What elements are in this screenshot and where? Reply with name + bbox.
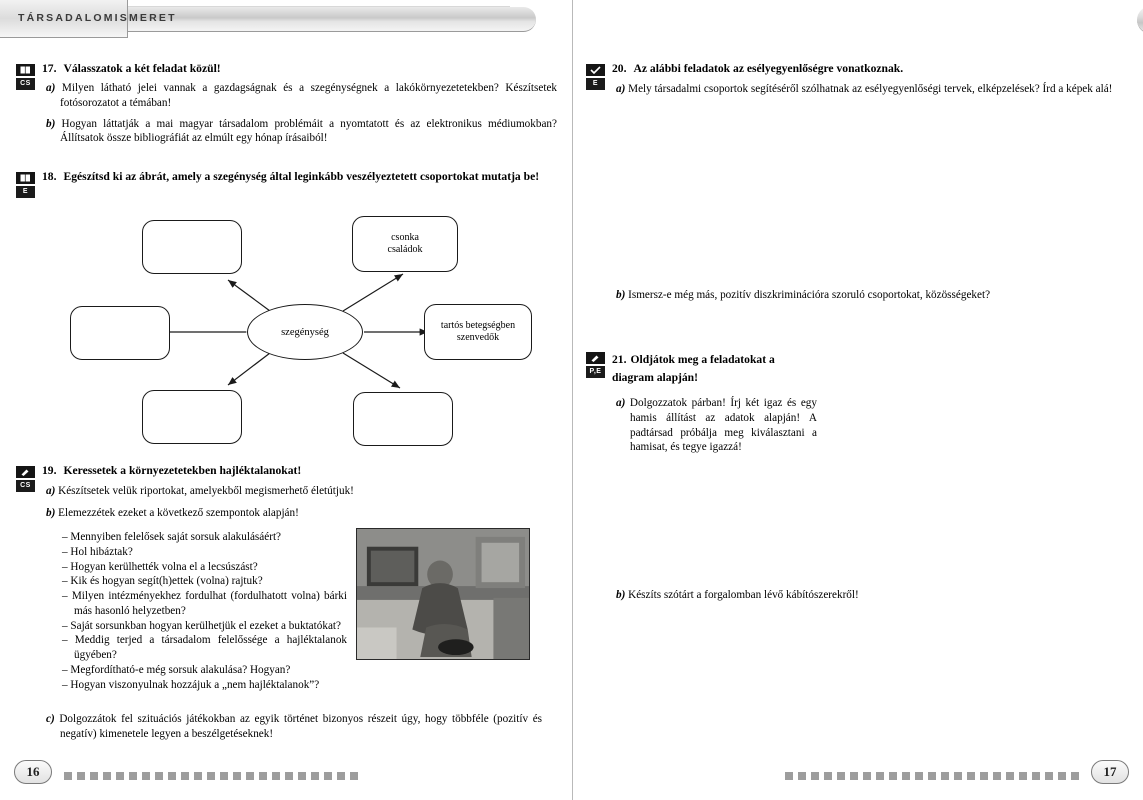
bullet-text: Saját sorsunkban hogyan kerülhetjük el ezeket a buktatókat? [70, 619, 341, 632]
homeless-man-photo [356, 528, 530, 660]
task-19-item-b-text: Elemezzétek ezeket a következő szempontok alapján! [58, 506, 299, 519]
list-item: – Hogyan viszonyulnak hozzájuk a „nem hajléktalanok”? [62, 678, 320, 691]
task-20-badge [586, 64, 606, 91]
diagram-node-tartos-betegseg-label: tartós betegségben szenvedők [440, 319, 516, 343]
task-19-item-a-text: Készítsetek velük riportokat, amelyekből megismerhető életútjuk! [58, 485, 354, 497]
right-page [572, 0, 1143, 800]
task-21-item-b [612, 588, 1130, 603]
task-20-item-b-text: Ismersz-e még más, pozitív diszkriminációra szoruló csoportokat, közösségeket? [628, 289, 991, 301]
diagram-empty-node-bottomright[interactable] [353, 392, 453, 446]
left-page-number: 16 [14, 760, 52, 784]
task-17 [42, 62, 557, 146]
diagram-node-tartos-betegseg [424, 304, 532, 360]
task-21-item-a-text: Dolgozzatok párban! Írj két igaz és egy hamis állítást az adatok alapján! A padtársad próbálja meg kiválasztani a hamisat, és tegye igazzá! [629, 397, 817, 454]
pen-icon [586, 352, 605, 364]
bullet-text: Hogyan viszonyulnak hozzájuk a „nem hajléktalanok”? [70, 678, 320, 691]
task-17-item-b [42, 117, 557, 147]
task-21-item-a-label: a) [616, 397, 626, 409]
task-18 [42, 170, 557, 183]
task-19-item-b-label: b) [46, 506, 56, 519]
task-19-bullet-list [62, 530, 347, 693]
task-21-title: Oldjátok meg a feladatokat a diagram alapján! [612, 353, 775, 384]
left-footer-decoration [64, 772, 358, 780]
list-item: – Kik és hogyan segít(h)ettek (volna) rajtuk? [62, 575, 263, 588]
bullet-text: Mennyiben felelősek saját sorsuk alakulásáért? [70, 531, 282, 543]
task-18-badge [16, 172, 36, 199]
task-20-item-a-text: Mely társadalmi csoportok segítéséről szólhatnak az esélyegyenlőségi tervek, elképzelések? Írd a képek alá! [628, 83, 1113, 95]
task-21-item-b-label: b) [616, 589, 626, 601]
list-item: – Megfordítható-e még sorsuk alakulása? Hogyan? [62, 664, 291, 677]
task-21-number: 21. [612, 353, 627, 366]
task-18-badge-code: E [16, 186, 35, 198]
right-footer-decoration [785, 772, 1079, 780]
task-18-number: 18. [42, 170, 57, 183]
pen-icon [16, 466, 35, 478]
poverty-diagram [48, 210, 548, 435]
task-19 [42, 464, 557, 521]
task-20-badge-code: E [586, 78, 605, 90]
list-item: – Milyen intézményekhez fordulhat (fordulhatott volna) bárki más hasonló helyzetben? [62, 590, 347, 617]
bullet-text: Milyen intézményekhez fordulhat (fordulhatott volna) bárki más hasonló helyzetben? [71, 590, 347, 617]
diagram-empty-node-bottomleft[interactable] [142, 390, 242, 444]
list-item: – Mennyiben felelősek saját sorsuk alakulásáért? [62, 531, 282, 543]
bullet-text: Hol hibáztak? [70, 545, 133, 558]
task-19-title: Keressetek a környezetetekben hajléktalanokat! [63, 464, 302, 477]
check-icon [586, 64, 605, 76]
bullet-text: Megfordítható-e még sorsuk alakulása? Hogyan? [70, 664, 291, 677]
task-20-number: 20. [612, 62, 627, 75]
list-item: – Hol hibáztak? [62, 545, 133, 558]
task-17-item-a-text: Milyen látható jelei vannak a gazdagságnak és a szegénységnek a lakókörnyezetetekben? Készítsetek fotósorozatot a témában! [60, 82, 558, 109]
task-17-badge [16, 64, 36, 91]
list-item: – Hogyan kerülhették volna el a lecsúszást? [62, 560, 258, 573]
task-20-title: Az alábbi feladatok az esélyegyenlőségre vonatkoznak. [633, 62, 904, 75]
task-19-badge-code: CS [16, 480, 35, 492]
task-19-item-c [42, 712, 542, 742]
bullet-text: Hogyan kerülhették volna el a lecsúszást? [70, 560, 258, 573]
task-21-item-b-text: Készíts szótárt a forgalomban lévő kábítószerekről! [628, 589, 859, 601]
bullet-text: Meddig terjed a társadalom felelőssége a hajléktalanok ügyében? [74, 634, 348, 662]
task-21-badge [586, 352, 606, 379]
task-19-item-c-label: c) [46, 713, 55, 725]
subject-title: TÁRSADALOMISMERET [18, 12, 177, 24]
task-17-title: Válasszatok a két feladat közül! [63, 62, 221, 75]
task-21-item-a [612, 396, 817, 455]
task-17-item-b-text: Hogyan láttatják a mai magyar társadalom problémáit a nyomtatott és az elektronikus médiumokban? Állítsatok össze bibliográfiát az elmúlt egy hónap írásaiból! [60, 117, 557, 145]
task-20-item-a [612, 82, 1130, 97]
task-19-item-a [42, 484, 557, 499]
diagram-empty-node-left[interactable] [70, 306, 170, 360]
diagram-empty-node-topleft[interactable] [142, 220, 242, 274]
task-19-badge [16, 466, 36, 493]
task-19-item-b [42, 506, 557, 521]
list-item: – Meddig terjed a társadalom felelőssége a hajléktalanok ügyében? [62, 634, 348, 662]
book-icon [16, 172, 35, 184]
task-17-number: 17. [42, 62, 57, 75]
task-17-badge-code: CS [16, 78, 35, 90]
task-20 [612, 62, 1130, 97]
task-17-item-a-label: a) [46, 82, 56, 94]
task-20-item-b-label: b) [616, 289, 626, 301]
task-19-item-a-label: a) [46, 485, 56, 497]
task-17-item-a [42, 81, 557, 111]
task-18-title: Egészítsd ki az ábrát, amely a szegénység által leginkább veszélyeztetett csoportokat mutatja be! [63, 170, 540, 183]
task-20-item-b [612, 288, 1130, 303]
diagram-center-node: szegénység [247, 304, 363, 360]
task-19-number: 19. [42, 464, 57, 477]
right-page-number: 17 [1091, 760, 1129, 784]
task-20-item-a-label: a) [616, 83, 626, 95]
diagram-node-csonka-csaladok-label: csonka családok [387, 231, 423, 255]
photo-art [357, 529, 529, 659]
list-item: – Saját sorsunkban hogyan kerülhetjük el ezeket a buktatókat? [62, 619, 341, 632]
task-17-item-b-label: b) [46, 117, 56, 130]
diagram-node-csonka-csaladok [352, 216, 458, 272]
task-19-item-c-text: Dolgozzátok fel szituációs játékokban az egyik történet bizonyos részeit úgy, hogy többféle (pozitív és negatív) kimenetele legyen a beszélgetéseknek! [59, 713, 543, 740]
task-21 [612, 350, 817, 455]
left-header [0, 0, 572, 46]
book-icon [16, 64, 35, 76]
task-21-badge-code: P,E [586, 366, 605, 378]
bullet-text: Kik és hogyan segít(h)ettek (volna) rajtuk? [70, 575, 263, 588]
